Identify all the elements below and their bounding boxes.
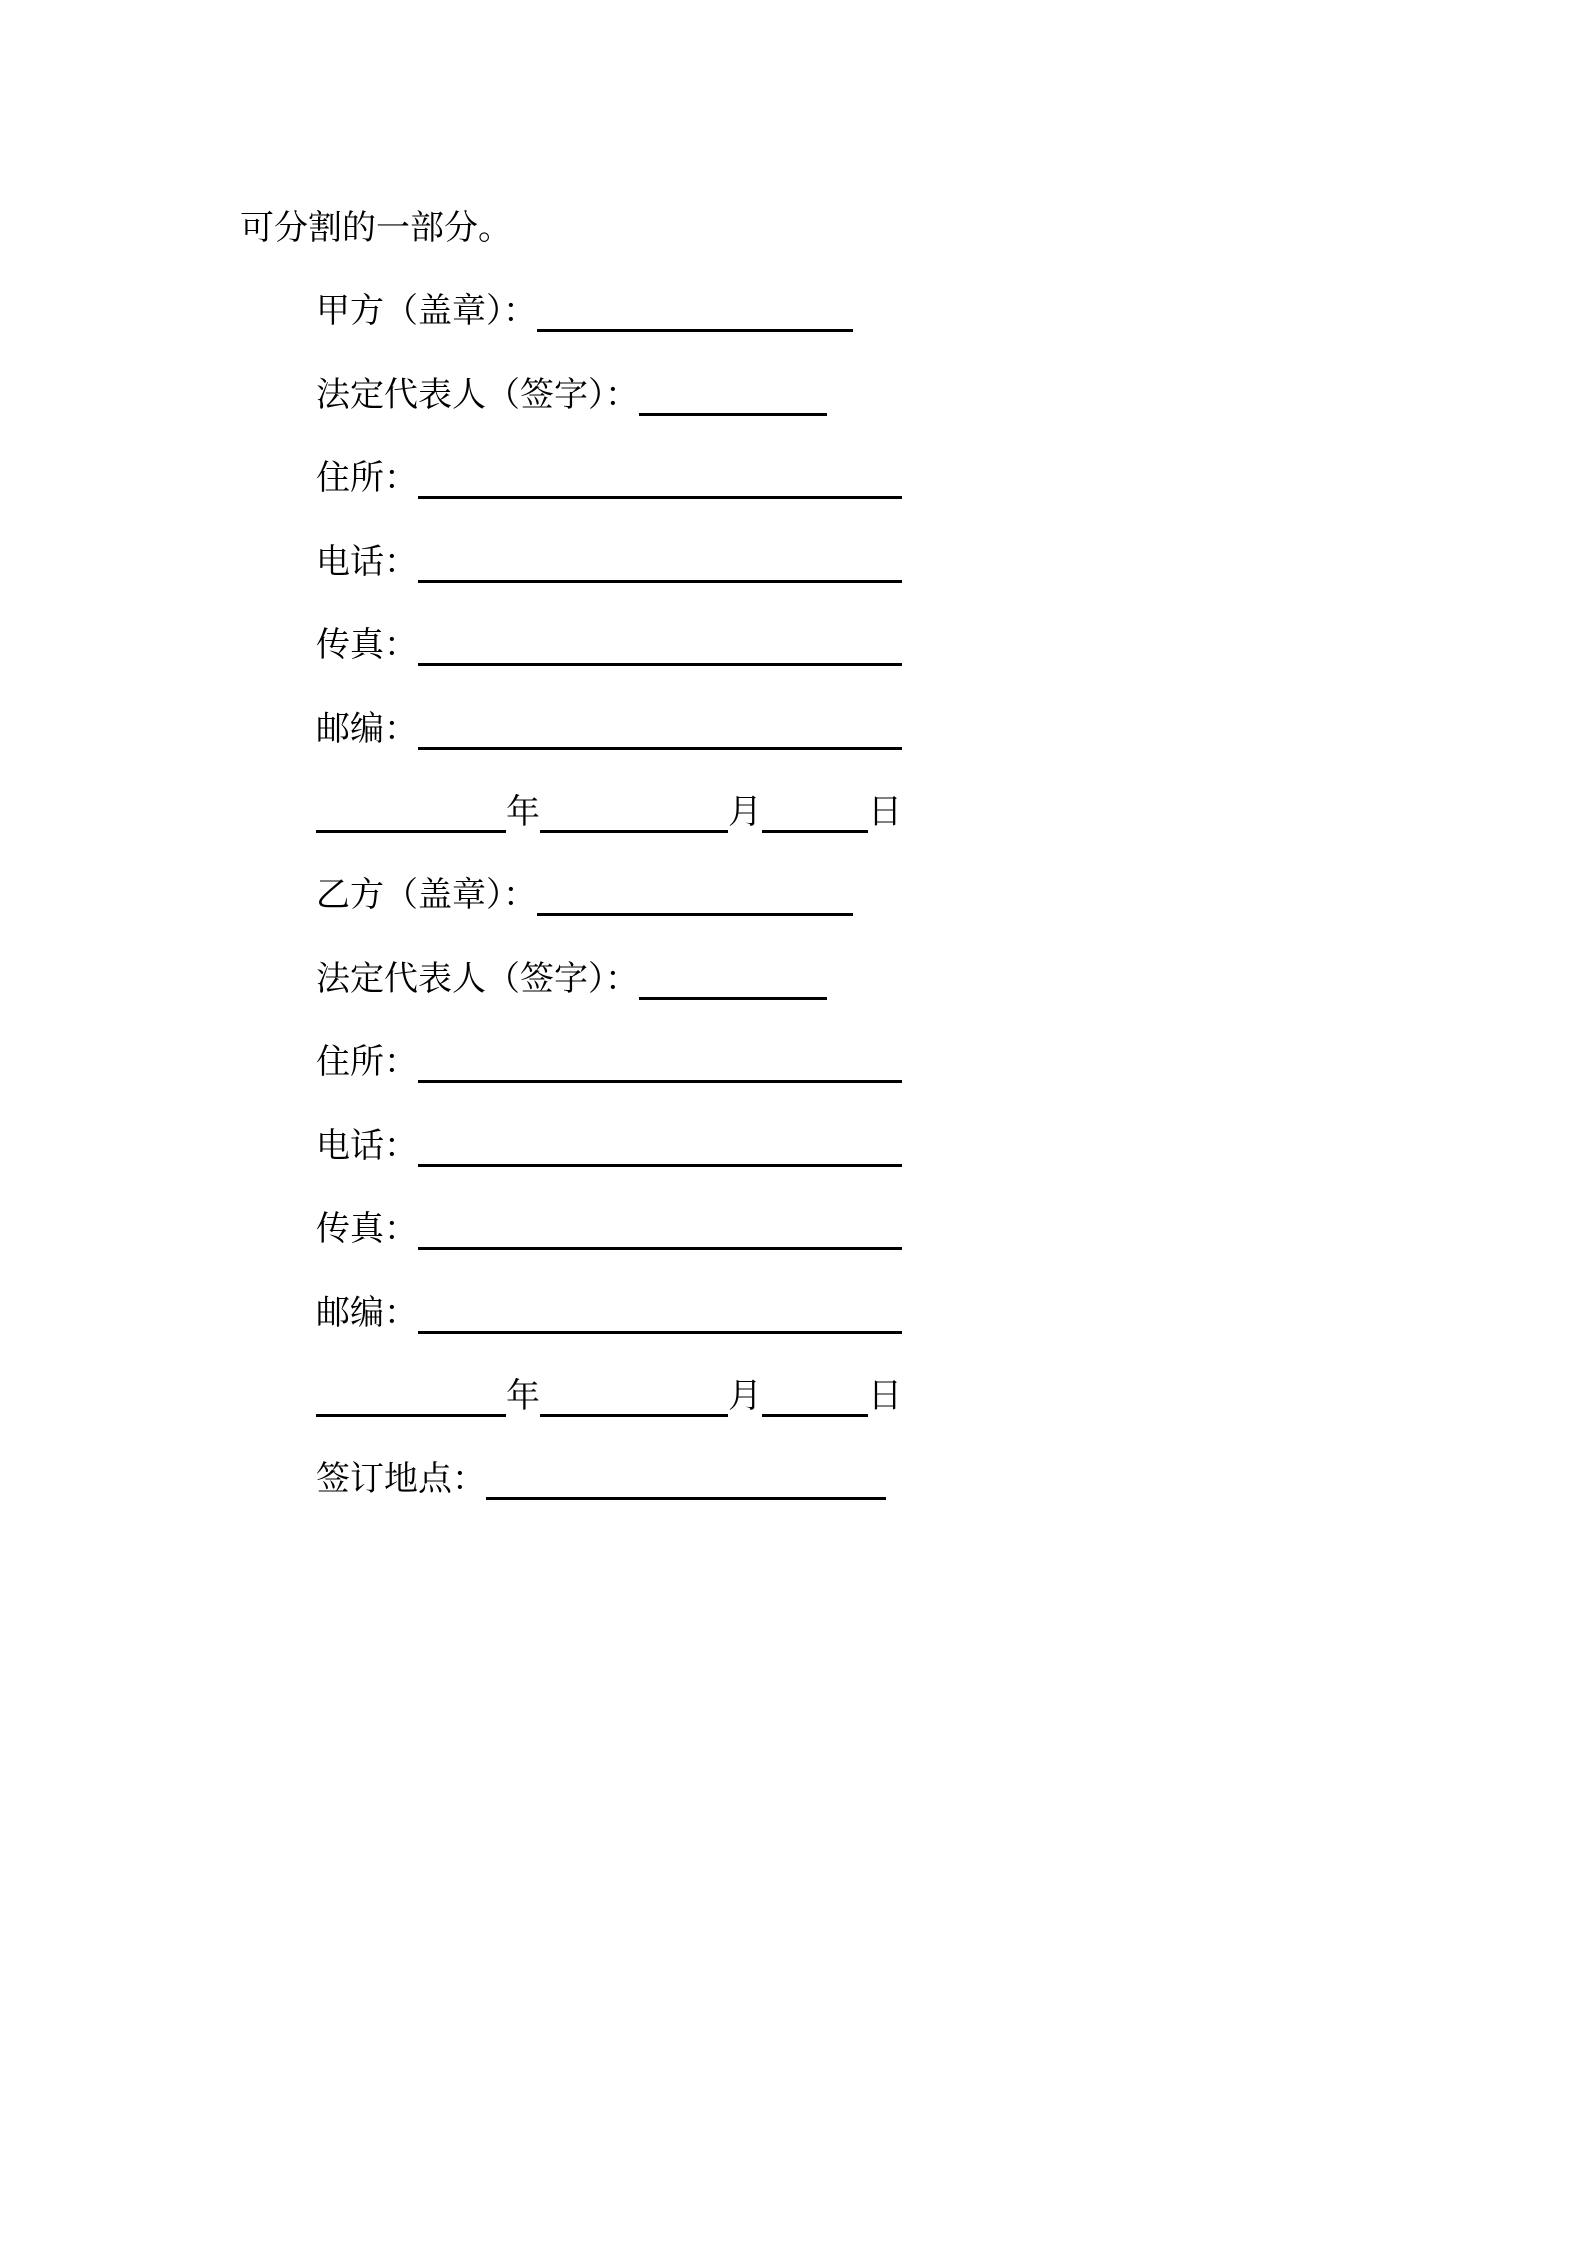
intro-paragraph: [240, 207, 512, 249]
signing-place-blank[interactable]: [486, 1467, 886, 1500]
party-a-address-row: [316, 457, 902, 499]
party-a-rep-label: 法定代表人（签字）：: [316, 375, 639, 415]
party-a-phone-row: [316, 541, 902, 583]
party-b-phone-row: [316, 1125, 902, 1167]
party-a-month-label: 月: [728, 792, 762, 832]
party-b-rep-label: 法定代表人（签字）：: [316, 959, 639, 999]
party-b-day-blank[interactable]: [762, 1384, 868, 1417]
party-a-month-blank[interactable]: [540, 800, 728, 833]
party-b-address-label: 住所：: [316, 1042, 418, 1082]
party-b-month-label: 月: [728, 1376, 762, 1416]
party-a-address-label: 住所：: [316, 458, 418, 498]
party-b-phone-label: 电话：: [316, 1126, 418, 1166]
party-b-postcode-label: 邮编：: [316, 1293, 418, 1333]
party-b-seal-blank[interactable]: [537, 883, 853, 916]
party-b-rep-blank[interactable]: [639, 967, 827, 1000]
party-a-fax-blank[interactable]: [418, 633, 902, 666]
party-a-postcode-label: 邮编：: [316, 709, 418, 749]
party-a-postcode-row: [316, 708, 902, 750]
party-a-phone-blank[interactable]: [418, 550, 902, 583]
party-b-fax-blank[interactable]: [418, 1217, 902, 1250]
intro-text: 可分割的一部分。: [240, 208, 512, 248]
party-a-fax-row: [316, 624, 902, 666]
party-a-seal-blank[interactable]: [537, 299, 853, 332]
party-b-fax-row: [316, 1208, 902, 1250]
party-a-year-label: 年: [506, 792, 540, 832]
signing-place-label: 签订地点：: [316, 1459, 486, 1499]
party-b-address-row: [316, 1041, 902, 1083]
party-b-seal-row: [316, 874, 853, 916]
party-b-fax-label: 传真：: [316, 1209, 418, 1249]
party-a-day-blank[interactable]: [762, 800, 868, 833]
party-b-postcode-blank[interactable]: [418, 1301, 902, 1334]
party-a-year-blank[interactable]: [316, 800, 506, 833]
party-a-postcode-blank[interactable]: [418, 717, 902, 750]
party-b-rep-row: [316, 958, 827, 1000]
party-b-year-blank[interactable]: [316, 1384, 506, 1417]
party-b-year-label: 年: [506, 1376, 540, 1416]
party-b-seal-label: 乙方（盖章）：: [316, 875, 537, 915]
party-a-fax-label: 传真：: [316, 625, 418, 665]
party-b-postcode-row: [316, 1292, 902, 1334]
party-a-date-row: [316, 791, 902, 833]
signing-place-row: [316, 1458, 886, 1500]
party-a-seal-label: 甲方（盖章）：: [316, 291, 537, 331]
party-a-seal-row: [316, 290, 853, 332]
party-b-date-row: [316, 1375, 902, 1417]
party-b-phone-blank[interactable]: [418, 1134, 902, 1167]
party-a-address-blank[interactable]: [418, 466, 902, 499]
party-a-day-label: 日: [868, 792, 902, 832]
party-b-address-blank[interactable]: [418, 1050, 902, 1083]
party-b-month-blank[interactable]: [540, 1384, 728, 1417]
party-a-rep-row: [316, 374, 827, 416]
party-a-phone-label: 电话：: [316, 542, 418, 582]
party-a-rep-blank[interactable]: [639, 383, 827, 416]
party-b-day-label: 日: [868, 1376, 902, 1416]
